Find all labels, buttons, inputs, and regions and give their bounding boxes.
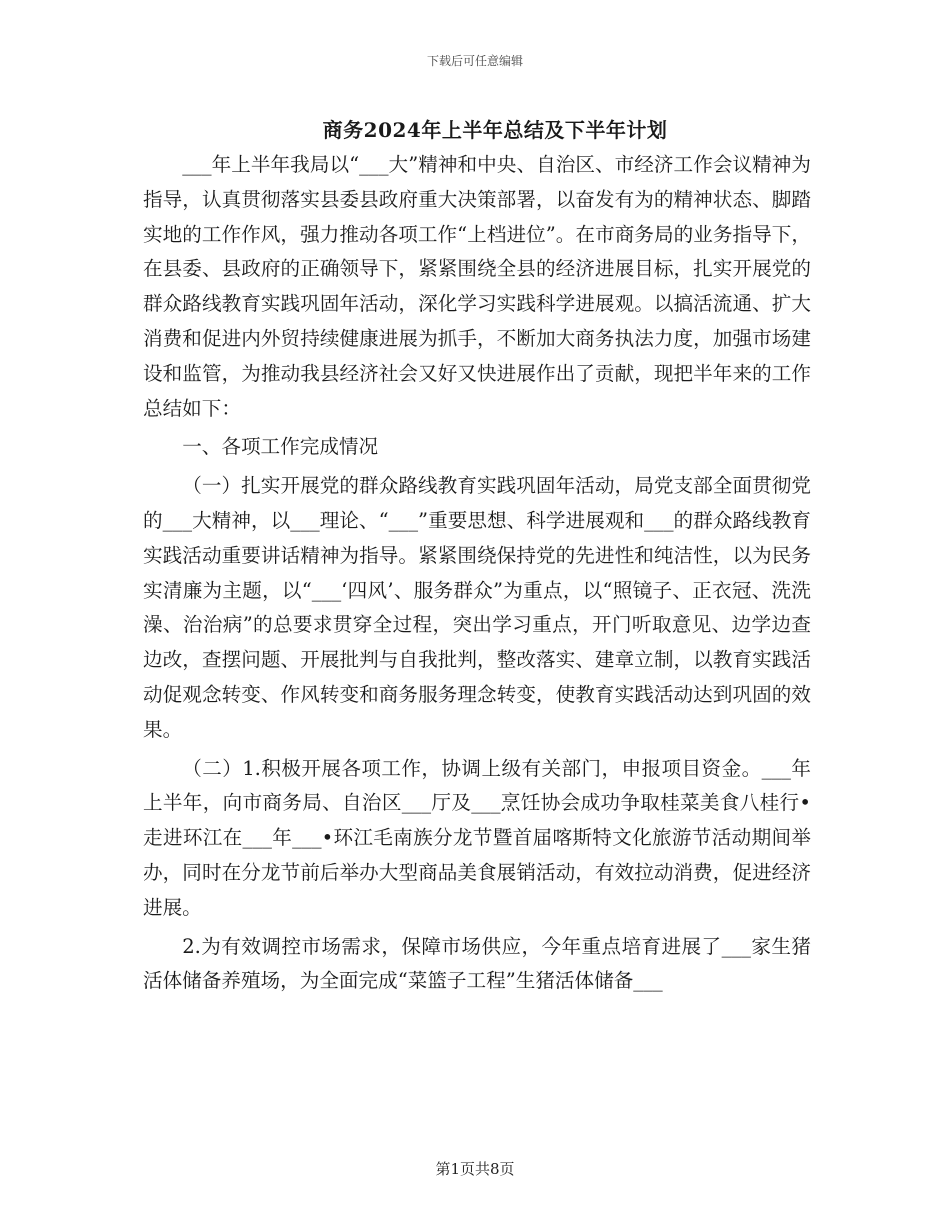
paragraph-section-2: （二）1.积极开展各项工作，协调上级有关部门，申报项目资金。___年上半年，向市商务局、自治区___厅及___烹饪协会成功争取桂菜美食八桂行•走进环江在___年___•环江毛南族分龙节暨首届喀斯特文化旅游节活动期间举办，同时在分龙节前后举办大型商品美食展销活动，有效拉动消费，促进经济进展。 xyxy=(143,756,811,919)
paragraph-item-2: 2.为有效调控市场需求，保障市场供应，今年重点培育进展了___家生猪活体储备养殖场，为全面完成“菜篮子工程”生猪活体储备___ xyxy=(143,934,811,993)
page-number: 第1页共8页 xyxy=(435,1160,515,1178)
document-title: 商务2024年上半年总结及下半年计划 xyxy=(322,118,668,142)
section-heading: 一、各项工作完成情况 xyxy=(182,435,379,459)
paragraph-section-1: （一）扎实开展党的群众路线教育实践巩固年活动，局党支部全面贯彻党的___大精神，以___理论、“___”重要思想、科学进展观和___的群众路线教育实践活动重要讲话精神为指导。紧紧围绕保持党的先进性和纯洁性，以为民务实清廉为主题，以“___‘四风’、服务群众”为重点，以“照镜子、正衣冠、洗洗澡、治治病”的总要求贯穿全过程，突出学习重点，开门听取意见、边学边查边改，查摆问题、开展批判与自我批判，整改落实、建章立制，以教育实践活动促观念转变、作风转变和商务服务理念转变，使教育实践活动达到巩固的效果。 xyxy=(143,474,811,741)
header-note: 下载后可任意编辑 xyxy=(426,54,523,68)
paragraph-intro: ___年上半年我局以“___大”精神和中央、自治区、市经济工作会议精神为指导，认真贯彻落实县委县政府重大决策部署，以奋发有为的精神状态、脚踏实地的工作作风，强力推动各项工作“上档进位”。在市商务局的业务指导下，在县委、县政府的正确领导下，紧紧围绕全县的经济进展目标，扎实开展党的群众路线教育实践巩固年活动，深化学习实践科学进展观。以搞活流通、扩大消费和促进内外贸持续健康进展为抓手，不断加大商务执法力度，加强市场建设和监管，为推动我县经济社会又好又快进展作出了贡献，现把半年来的工作总结如下： xyxy=(143,153,811,420)
document-body xyxy=(143,148,811,999)
